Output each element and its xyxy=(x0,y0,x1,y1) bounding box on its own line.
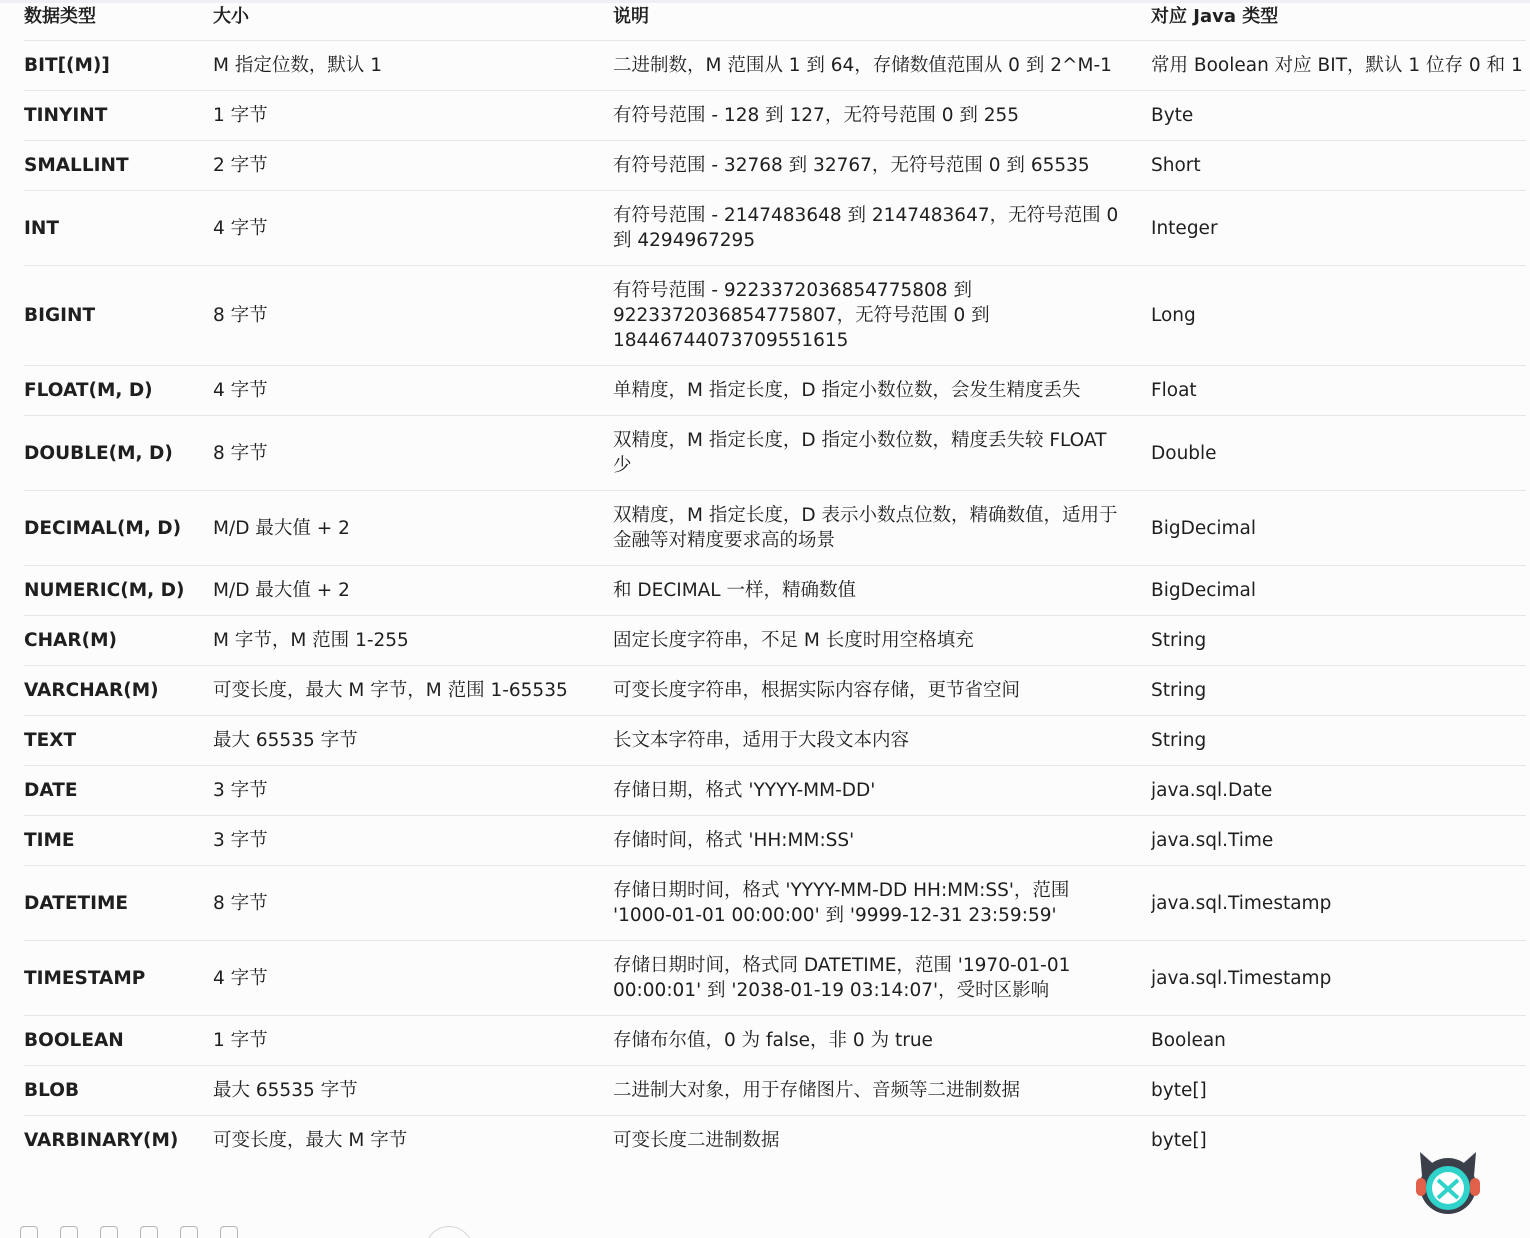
cell-desc: 可变长度字符串，根据实际内容存储，更节省空间 xyxy=(613,666,1151,716)
table-row xyxy=(24,1116,1526,1166)
cell-java: java.sql.Timestamp xyxy=(1151,941,1526,1016)
more-icon[interactable] xyxy=(220,1226,238,1238)
table-row xyxy=(24,566,1526,616)
scroll-down-button[interactable] xyxy=(425,1226,473,1238)
cell-java: BigDecimal xyxy=(1151,491,1526,566)
cell-java: Byte xyxy=(1151,91,1526,141)
cell-desc: 存储日期时间，格式 'YYYY-MM-DD HH:MM:SS'，范围 '1000-01-01 00:00:00' 到 '9999-12-31 23:59:59' xyxy=(613,866,1151,941)
cell-java: Long xyxy=(1151,266,1526,366)
cell-desc: 有符号范围 - 9223372036854775808 到 9223372036854775807，无符号范围 0 到 18446744073709551615 xyxy=(613,266,1151,366)
cell-size: 4 字节 xyxy=(213,366,613,416)
cell-type: CHAR(M) xyxy=(24,616,213,666)
table-row xyxy=(24,766,1526,816)
table-row xyxy=(24,191,1526,266)
cell-java: String xyxy=(1151,666,1526,716)
cell-java: Float xyxy=(1151,366,1526,416)
cell-java: Boolean xyxy=(1151,1016,1526,1066)
refresh-icon[interactable] xyxy=(60,1226,78,1238)
cell-desc: 和 DECIMAL 一样，精确数值 xyxy=(613,566,1151,616)
cell-desc: 二进制大对象，用于存储图片、音频等二进制数据 xyxy=(613,1066,1151,1116)
table-row xyxy=(24,141,1526,191)
cell-desc: 存储日期时间，格式同 DATETIME，范围 '1970-01-01 00:00:01' 到 '2038-01-19 03:14:07'，受时区影响 xyxy=(613,941,1151,1016)
header-type: 数据类型 xyxy=(24,0,213,41)
table-row xyxy=(24,491,1526,566)
like-icon[interactable] xyxy=(180,1226,198,1238)
cell-desc: 固定长度字符串，不足 M 长度时用空格填充 xyxy=(613,616,1151,666)
cell-size: 3 字节 xyxy=(213,766,613,816)
table-row xyxy=(24,266,1526,366)
cell-type: TINYINT xyxy=(24,91,213,141)
header-size: 大小 xyxy=(213,0,613,41)
cell-type: VARCHAR(M) xyxy=(24,666,213,716)
copy-icon[interactable] xyxy=(20,1226,38,1238)
data-type-table-container xyxy=(24,0,1526,1165)
cell-desc: 单精度，M 指定长度，D 指定小数位数，会发生精度丢失 xyxy=(613,366,1151,416)
cell-size: 3 字节 xyxy=(213,816,613,866)
cell-type: BOOLEAN xyxy=(24,1016,213,1066)
cell-java: Integer xyxy=(1151,191,1526,266)
cell-type: TIMESTAMP xyxy=(24,941,213,1016)
cat-mascot-icon[interactable] xyxy=(1412,1146,1484,1218)
cell-desc: 长文本字符串，适用于大段文本内容 xyxy=(613,716,1151,766)
cell-size: 最大 65535 字节 xyxy=(213,716,613,766)
cell-java: String xyxy=(1151,716,1526,766)
cell-size: 4 字节 xyxy=(213,191,613,266)
cell-size: 8 字节 xyxy=(213,866,613,941)
table-body xyxy=(24,41,1526,1166)
data-type-table xyxy=(24,0,1526,1165)
cell-size: 可变长度，最大 M 字节 xyxy=(213,1130,408,1151)
cell-type: NUMERIC(M, D) xyxy=(24,566,213,616)
edit-icon[interactable] xyxy=(100,1226,118,1238)
header-desc: 说明 xyxy=(613,0,1151,41)
cell-type: DOUBLE(M, D) xyxy=(24,416,213,491)
table-row xyxy=(24,41,1526,91)
table-header-row xyxy=(24,0,1526,41)
cell-type: BLOB xyxy=(24,1066,213,1116)
cell-size: 1 字节 xyxy=(213,91,613,141)
cell-java: BigDecimal xyxy=(1151,566,1526,616)
cell-size: 最大 65535 字节 xyxy=(213,1066,613,1116)
cell-java: Short xyxy=(1151,141,1526,191)
cell-size: M 字节，M 范围 1-255 xyxy=(213,616,613,666)
cell-size: 2 字节 xyxy=(213,141,613,191)
cell-desc: 可变长度二进制数据 xyxy=(613,1130,780,1151)
table-row xyxy=(24,941,1526,1016)
cell-type: TIME xyxy=(24,816,213,866)
cell-java: Double xyxy=(1151,416,1526,491)
cell-java: java.sql.Timestamp xyxy=(1151,866,1526,941)
cell-type: BIGINT xyxy=(24,266,213,366)
cell-java: String xyxy=(1151,616,1526,666)
cell-desc: 二进制数，M 范围从 1 到 64，存储数值范围从 0 到 2^M-1 xyxy=(613,41,1151,91)
table-row xyxy=(24,716,1526,766)
cell-type: SMALLINT xyxy=(24,141,213,191)
cell-type: FLOAT(M, D) xyxy=(24,366,213,416)
table-row xyxy=(24,416,1526,491)
bottom-toolbar xyxy=(20,1226,238,1238)
table-row xyxy=(24,616,1526,666)
cell-size: 4 字节 xyxy=(213,941,613,1016)
cell-size: M/D 最大值 + 2 xyxy=(213,491,613,566)
cell-size: 可变长度，最大 M 字节，M 范围 1-65535 xyxy=(213,666,613,716)
cell-desc: 存储日期，格式 'YYYY-MM-DD' xyxy=(613,766,1151,816)
cell-java: byte[] xyxy=(1151,1066,1526,1116)
cell-size: M/D 最大值 + 2 xyxy=(213,566,613,616)
header-java: 对应 Java 类型 xyxy=(1151,0,1526,41)
table-row xyxy=(24,866,1526,941)
cell-desc: 双精度，M 指定长度，D 指定小数位数，精度丢失较 FLOAT 少 xyxy=(613,416,1151,491)
cell-java: java.sql.Date xyxy=(1151,766,1526,816)
cell-size: M 指定位数，默认 1 xyxy=(213,41,613,91)
cell-desc: 双精度，M 指定长度，D 表示小数点位数，精确数值，适用于金融等对精度要求高的场景 xyxy=(613,491,1151,566)
cell-desc: 存储时间，格式 'HH:MM:SS' xyxy=(613,816,1151,866)
table-row xyxy=(24,91,1526,141)
cell-java: 常用 Boolean 对应 BIT，默认 1 位存 0 和 1 xyxy=(1151,41,1526,91)
cell-desc: 有符号范围 - 32768 到 32767，无符号范围 0 到 65535 xyxy=(613,141,1151,191)
table-row xyxy=(24,666,1526,716)
share-icon[interactable] xyxy=(140,1226,158,1238)
cell-desc: 存储布尔值，0 为 false，非 0 为 true xyxy=(613,1016,1151,1066)
cell-type: VARBINARY(M) xyxy=(24,1130,179,1151)
cell-size: 1 字节 xyxy=(213,1016,613,1066)
cell-java: byte[] xyxy=(1151,1130,1207,1151)
cell-desc: 有符号范围 - 2147483648 到 2147483647，无符号范围 0 到 4294967295 xyxy=(613,191,1151,266)
table-row xyxy=(24,1016,1526,1066)
cell-type: DATETIME xyxy=(24,866,213,941)
cell-desc: 有符号范围 - 128 到 127，无符号范围 0 到 255 xyxy=(613,91,1151,141)
cell-java: java.sql.Time xyxy=(1151,816,1526,866)
cell-type: INT xyxy=(24,191,213,266)
cell-size: 8 字节 xyxy=(213,266,613,366)
cell-size: 8 字节 xyxy=(213,416,613,491)
cell-type: DECIMAL(M, D) xyxy=(24,491,213,566)
cell-type: DATE xyxy=(24,766,213,816)
cell-type: BIT[(M)] xyxy=(24,41,213,91)
table-row xyxy=(24,1066,1526,1116)
table-row xyxy=(24,366,1526,416)
table-row xyxy=(24,816,1526,866)
cell-type: TEXT xyxy=(24,716,213,766)
